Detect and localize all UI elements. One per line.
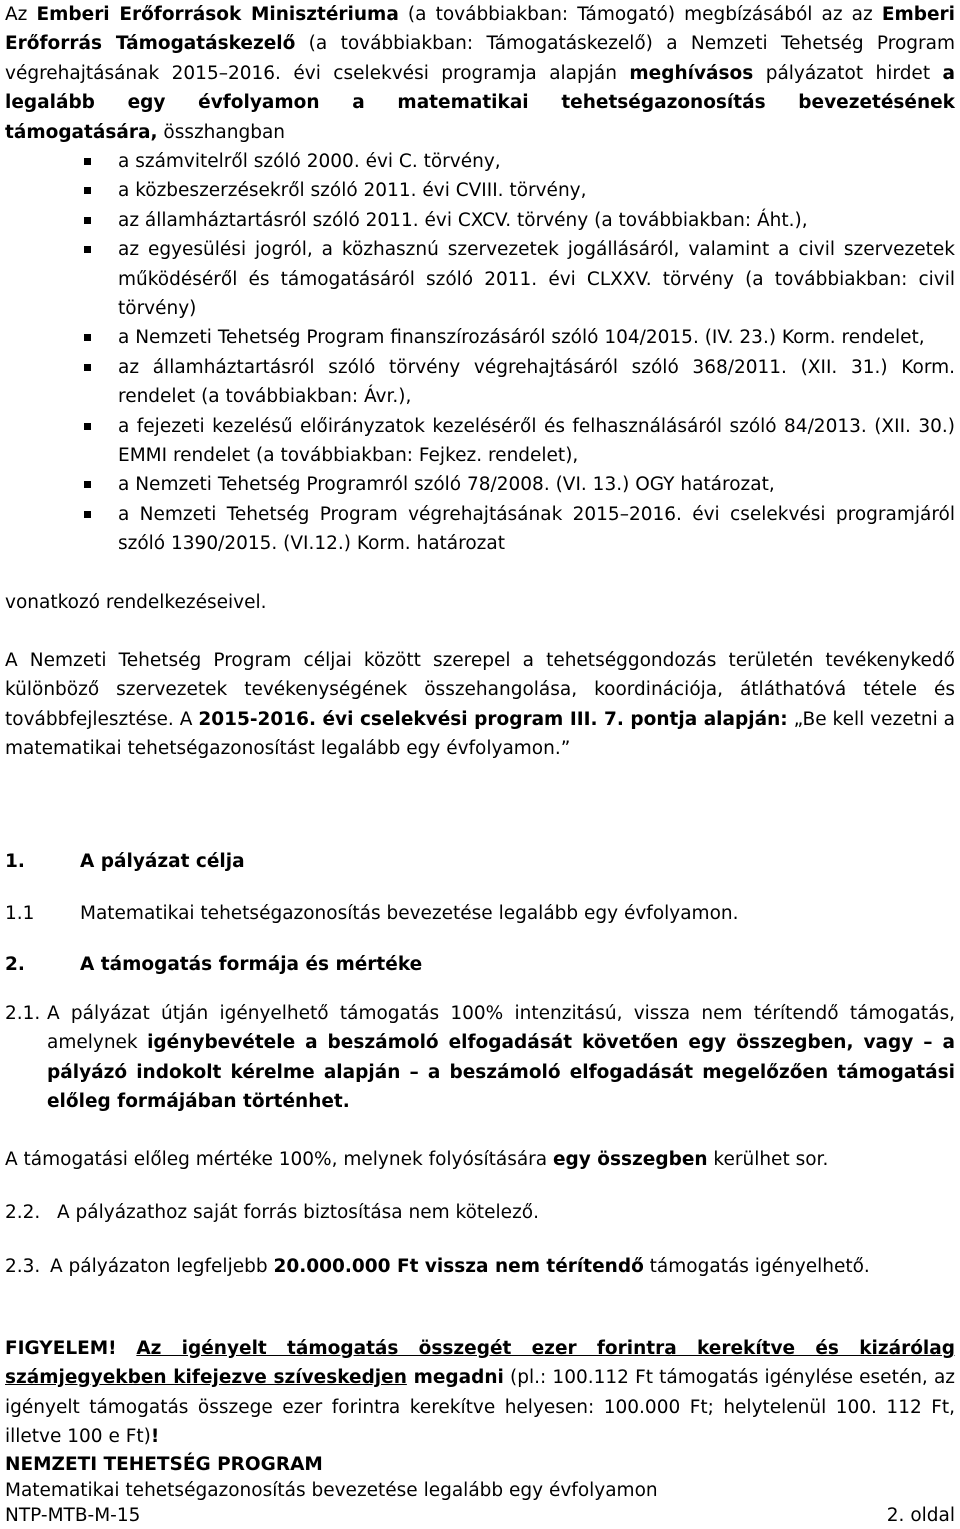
list-item [5,323,955,352]
bullet-icon [84,423,91,430]
agency-name: Emberi Erőforrás Támogatáskezelő [5,4,955,55]
bullet-icon [84,481,91,488]
intro-end: vonatkozó rendelkezéseivel. [5,592,267,613]
footer-bottom [5,1503,955,1529]
subsection-number: 1.1 [5,903,35,924]
subsection-text [5,1252,955,1281]
warning-space [117,1338,137,1359]
section-number: 2. [5,954,25,975]
subsection-text-bold: igénybevétele a beszámoló elfogadását követően egy összegben, vagy – a pályázó indokolt kérelme alapján – a beszámoló elfogadását megelőzően támogatási előleg formájában történhet. [47,1032,956,1113]
bullet-icon [84,246,91,253]
list-item [5,412,955,471]
aims-quote: „Be kell vezetni a matematikai tehetségazonosítást legalább egy évfolyamon.” [5,708,956,760]
list-item [5,353,955,412]
advance-bold: egy összegben [553,1149,708,1170]
advance-paragraph [5,1145,955,1174]
list-item-text: a Nemzeti Tehetség Program végrehajtásának 2015–2016. évi cselekvési programjáról szóló 1390/2015. (VI.12.) Korm. határozat [118,503,955,555]
subsection-number: 2.3. [5,1256,41,1277]
warning-bold: megadni [406,1367,504,1389]
subsection-text: Matematikai tehetségazonosítás bevezetése legalább egy évfolyamon. [80,903,739,924]
list-item-text: az államháztartásról szóló törvény végrehajtásáról szóló 368/2011. (XII. 31.) Korm. rendelet (a továbbiakban: Ávr.), [118,356,955,408]
subsection-number: 2.2. [5,1202,41,1223]
subsection-text-part: A pályázaton legfeljebb [50,1256,274,1277]
bullet-icon [84,511,91,518]
warning-label: FIGYELEM! [5,1338,117,1359]
bullet-icon [84,217,91,224]
advance-text: kerülhet sor. [707,1149,829,1170]
bullet-icon [84,334,91,341]
warning-bold: ! [150,1426,160,1448]
subsection-2-3 [5,1252,955,1281]
warning-text: (pl.: 100.112 Ft támogatás igénylése esetén, az igényelt támogatás összege ezer forintra kerekítve helyesen: 100.000 Ft; helytelenül 100. 112 Ft, illetve 100 e Ft) [5,1367,956,1448]
call-type: meghívásos [629,62,754,84]
program-reference: 2015-2016. évi cselekvési program III. 7. pontja alapján: [198,708,788,730]
intro-paragraph [5,0,955,147]
list-item-text: a közbeszerzésekről szóló 2011. évi CVIII. törvény, [118,180,587,202]
subsection-text-part: támogatás igényelhető. [643,1256,870,1277]
document-code: NTP-MTB-M-15 [5,1505,141,1526]
list-item-text: a Nemzeti Tehetség Program finanszírozásáról szóló 104/2015. (IV. 23.) Korm. rendelet, [118,327,925,349]
aims-text: A Nemzeti Tehetség Program céljai között szerepel a tehetséggondozás területén tevékenykedő különböző szervezetek tevékenységének összehangolása, koordinációja, átláthatóvá tétele és továbbfejlesztése. A [5,650,955,730]
law-list [5,147,955,559]
subsection-text-bold: 20.000.000 Ft vissza nem térítendő [273,1256,644,1277]
subsection-2-2 [5,1198,955,1227]
bullet-icon [84,187,91,194]
list-item [5,176,955,205]
subsection-text-part: A pályázat útján igényelhető támogatás 100% intenzitású, vissza nem térítendő támogatás, amelynek [47,1003,955,1054]
intro-text: (a továbbiakban: Támogatáskezelő) a Nemzeti Tehetség Program végrehajtásának 2015–2016. évi cselekvési programja alapján [5,33,955,84]
list-item [5,235,955,323]
bullet-icon [84,364,91,371]
list-item-text: a Nemzeti Tehetség Programról szóló 78/2008. (VI. 13.) OGY határozat, [118,474,775,496]
advance-text: A támogatási előleg mértéke 100%, melynek folyósítására [5,1149,553,1170]
list-item [5,500,955,559]
subsection-text: A pályázathoz saját forrás biztosítása nem kötelező. [57,1202,539,1223]
bullet-icon [84,158,91,165]
page-number: 2. oldal [886,1505,955,1526]
aims-paragraph [5,646,955,764]
section-title: A támogatás formája és mértéke [80,954,423,975]
subsection-2-1 [5,999,955,1117]
list-item-text: az államháztartásról szóló 2011. évi CXCV. törvény (a továbbiakban: Áht.), [118,209,808,231]
subsection-number: 2.1. [5,1003,41,1024]
warning-paragraph [5,1334,955,1452]
subsection-text [47,999,955,1117]
list-item [5,147,955,176]
ministry-name: Emberi Erőforrások Minisztériuma [36,4,399,25]
intro-text: összhangban [157,121,286,143]
footer-program: NEMZETI TEHETSÉG PROGRAM [5,1454,323,1475]
list-item [5,206,955,235]
intro-text: Az [5,4,37,25]
footer-subtitle: Matematikai tehetségazonosítás bevezetése legalább egy évfolyamon [5,1480,658,1501]
list-item-text: az egyesülési jogról, a közhasznú szervezetek jogállásáról, valamint a civil szervezetek működéséről és támogatásáról szóló 2011. évi CLXXV. törvény (a továbbiakban: civil törvény) [118,239,955,320]
warning-instruction: Az igényelt támogatás összegét ezer forintra kerekítve és kizárólag számjegyekben kifejezve szíveskedjen [5,1338,955,1389]
section-title: A pályázat célja [80,851,245,872]
list-item [5,470,955,499]
call-subject: a legalább egy évfolyamon a matematikai tehetségazonosítás bevezetésének támogatására, [5,62,956,143]
list-item-text: a fejezeti kezelésű előirányzatok kezeléséről és felhasználásáról szóló 84/2013. (XII. 30.) EMMI rendelet (a továbbiakban: Fejkez. rendelet), [118,415,955,467]
intro-text: (a továbbiakban: Támogató) megbízásából az az [398,4,882,25]
section-number: 1. [5,851,25,872]
list-item-text: a számvitelről szóló 2000. évi C. törvény, [118,151,501,172]
intro-text: pályázatot hirdet [753,62,943,84]
